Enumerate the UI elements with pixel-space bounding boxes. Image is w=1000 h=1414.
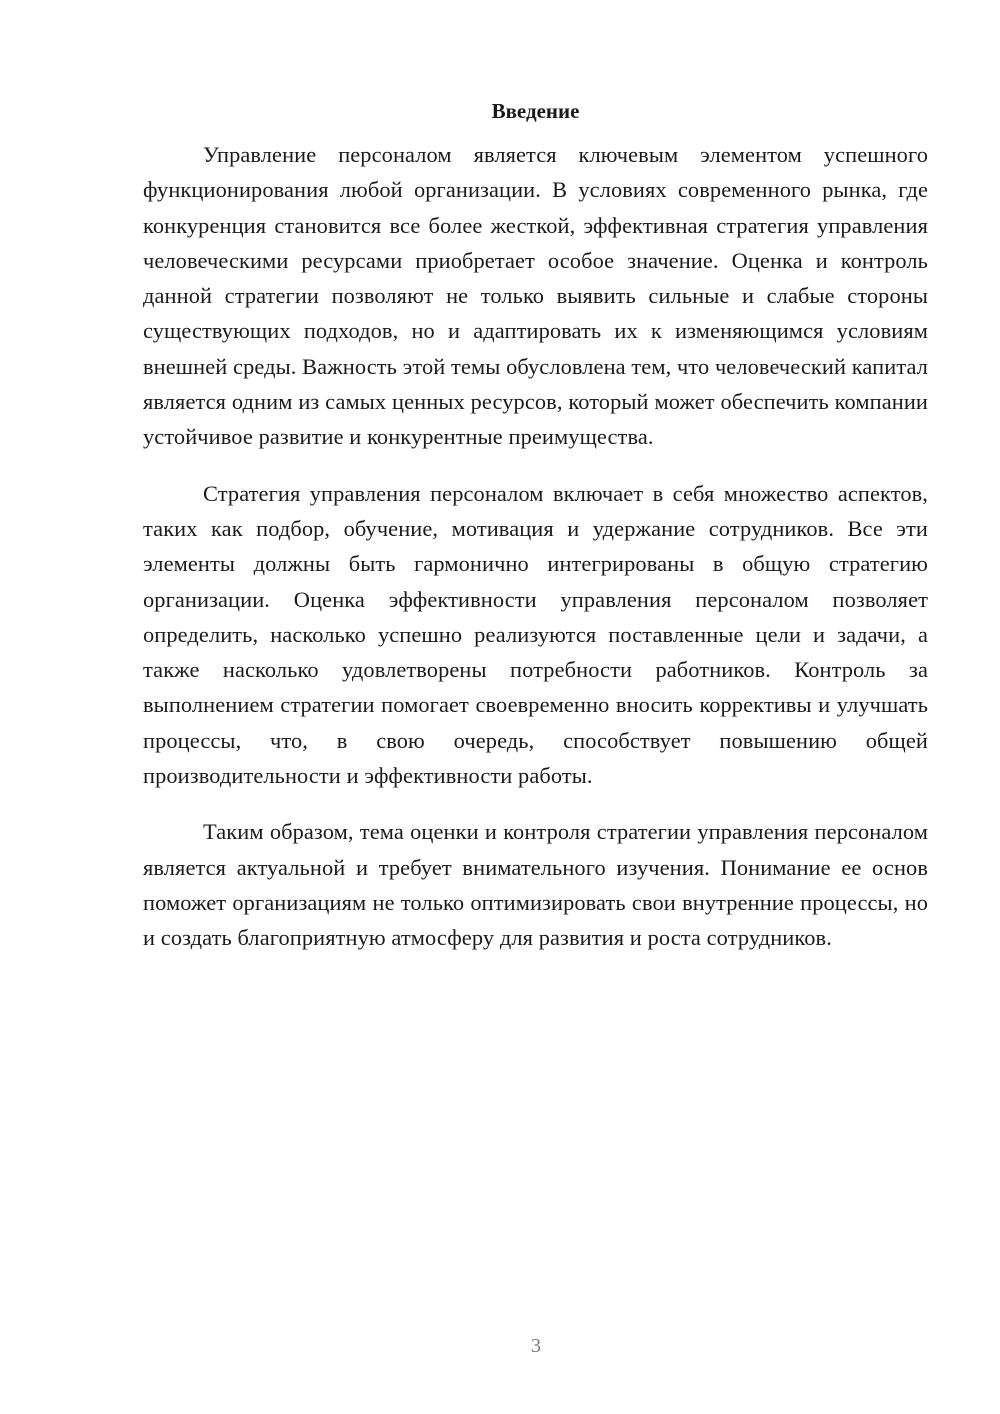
section-heading: Введение: [491, 99, 580, 123]
page-content: [143, 96, 928, 977]
paragraph-1: Управление персоналом является ключевым элементом успешного функционирования любой организации. В условиях современного рынка, где конкуренция становится все более жесткой, эффективная стратегия управления человеческими ресурсами приобретает особое значение. Оценка и контроль данной стратегии позволяют не только выявить сильные и слабые стороны существующих подходов, но и адаптировать их к изменяющимся условиям внешней среды. Важность этой темы обусловлена тем, что человеческий капитал является одним из самых ценных ресурсов, который может обеспечить компании устойчивое развитие и конкурентные преимущества.: [143, 142, 928, 450]
paragraph-2: Стратегия управления персоналом включает в себя множество аспектов, таких как подбор, обучение, мотивация и удержание сотрудников. Все эти элементы должны быть гармонично интегрированы в общую стратегию организации. Оценка эффективности управления персоналом позволяет определить, насколько успешно реализуются поставленные цели и задачи, а также насколько удовлетворены потребности работников. Контроль за выполнением стратегии помогает своевременно вносить коррективы и улучшать процессы, что, в свою очередь, способствует повышению общей производительности и эффективности работы.: [143, 480, 928, 789]
page-number: 3: [531, 1335, 541, 1357]
paragraph-3: Таким образом, тема оценки и контроля стратегии управления персоналом является актуальной и требует внимательного изучения. Понимание ее основ поможет организациям не только оптимизировать свои внутренние процессы, но и создать благоприятную атмосферу для развития и роста сотрудников.: [143, 819, 928, 951]
